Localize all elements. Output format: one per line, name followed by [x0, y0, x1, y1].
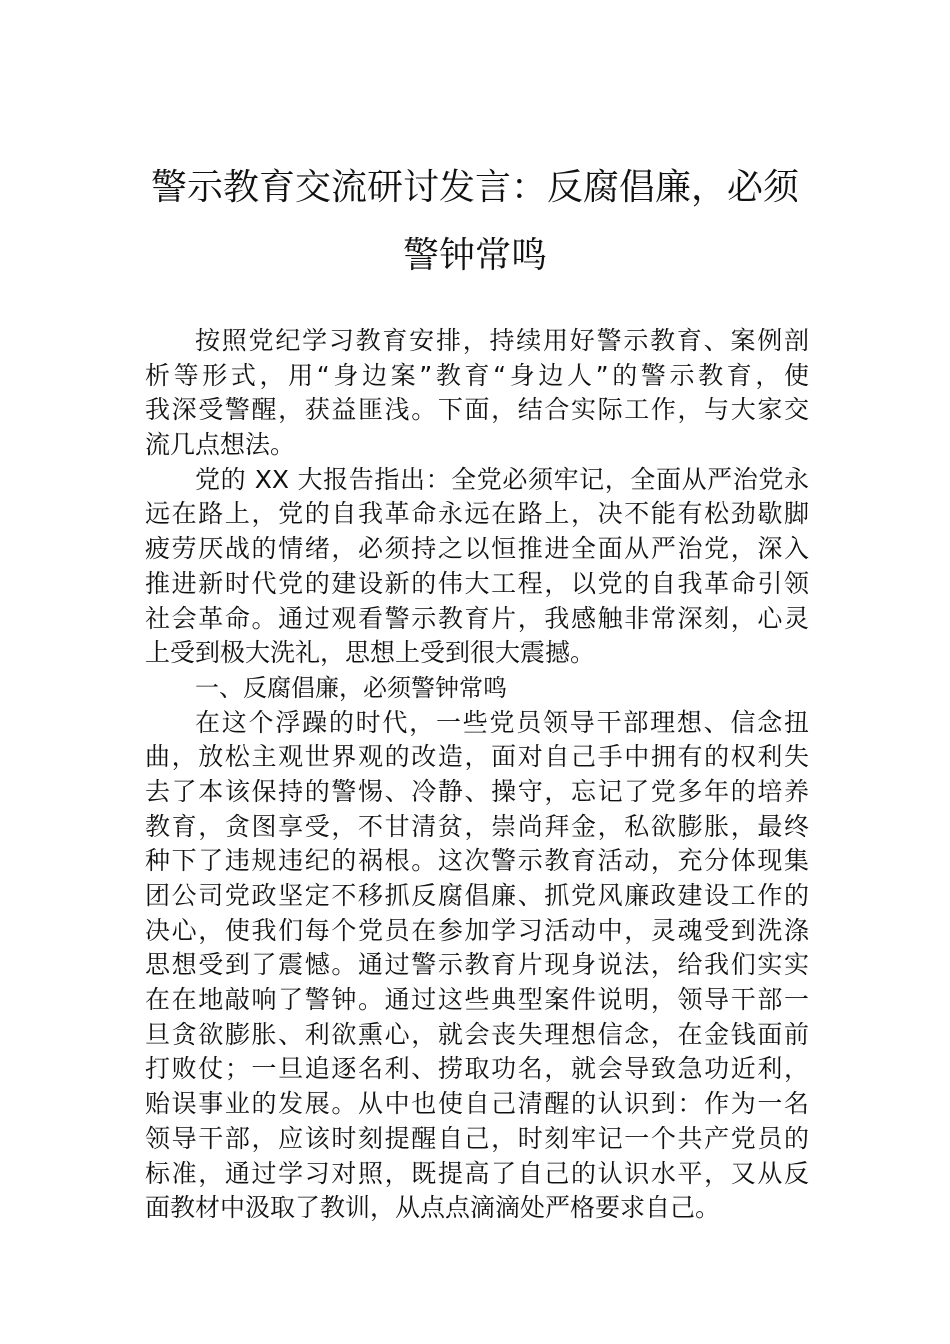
paragraph-2-line: 推进新时代党的建设新的伟大工程，以党的自我革命引领: [145, 568, 809, 598]
paragraph-3-line: 标准，通过学习对照，既提高了自己的认识水平，又从反: [145, 1158, 809, 1188]
paragraph-2-line: 党的 XX 大报告指出：全党必须牢记，全面从严治党永: [195, 464, 809, 494]
document-body: [145, 324, 809, 1226]
paragraph-3-line: 种下了违规违纪的祸根。这次警示教育活动，充分体现集: [145, 846, 809, 876]
paragraph-3-line: 团公司党政坚定不移抓反腐倡廉、抓党风廉政建设工作的: [145, 881, 809, 910]
document-title-line-1: 警示教育交流研讨发言：反腐倡廉，必须: [150, 167, 799, 208]
paragraph-1-line: 析等形式，用“身边案”教育“身边人”的警示教育，使: [145, 360, 809, 390]
paragraph-3-line: 去了本该保持的警惕、冷静、操守，忘记了党多年的培养: [145, 776, 809, 806]
paragraph-3-line: 面教材中汲取了教训，从点点滴滴处严格要求自己。: [145, 1193, 721, 1223]
paragraph-2-line: 疲劳厌战的情绪，必须持之以恒推进全面从严治党，深入: [145, 534, 809, 564]
paragraph-1-line: 按照党纪学习教育安排，持续用好警示教育、案例剖: [195, 326, 809, 355]
section-heading: 一、反腐倡廉，必须警钟常鸣: [195, 673, 507, 702]
paragraph-3-line: 在这个浮躁的时代，一些党员领导干部理想、信念扭: [195, 707, 809, 737]
paragraph-3-line: 思想受到了震憾。通过警示教育片现身说法，给我们实实: [145, 950, 809, 980]
paragraph-3-line: 领导干部，应该时刻提醒自己，时刻牢记一个共产党员的: [145, 1123, 809, 1153]
paragraph-3-line: 打败仗；一旦追逐名利、捞取功名，就会导致急功近利，: [145, 1054, 809, 1084]
paragraph-2-line: 上受到极大洗礼，思想上受到很大震撼。: [145, 638, 596, 668]
paragraph-3-line: 旦贪欲膨胀、利欲熏心，就会丧失理想信念，在金钱面前: [145, 1019, 809, 1049]
paragraph-3-line: 曲，放松主观世界观的改造，面对自己手中拥有的权利失: [145, 742, 809, 772]
document-title-line-2: 警钟常鸣: [402, 235, 547, 276]
paragraph-2-line: 远在路上，党的自我革命永远在路上，决不能有松劲歇脚: [145, 499, 809, 529]
paragraph-3-line: 决心，使我们每个党员在参加学习活动中，灵魂受到洗涤: [145, 915, 809, 945]
paragraph-3-line: 贻误事业的发展。从中也使自己清醒的认识到：作为一名: [145, 1089, 809, 1119]
paragraph-1-line: 流几点想法。: [145, 430, 296, 460]
paragraph-1-line: 我深受警醒，获益匪浅。下面，结合实际工作，与大家交: [145, 395, 809, 425]
paragraph-3-line: 在在地敲响了警钟。通过这些典型案件说明，领导干部一: [145, 985, 809, 1015]
paragraph-3-line: 教育，贪图享受，不甘清贫，崇尚拜金，私欲膨胀，最终: [145, 811, 809, 841]
paragraph-2-line: 社会革命。通过观看警示教育片，我感触非常深刻，心灵: [145, 603, 809, 633]
